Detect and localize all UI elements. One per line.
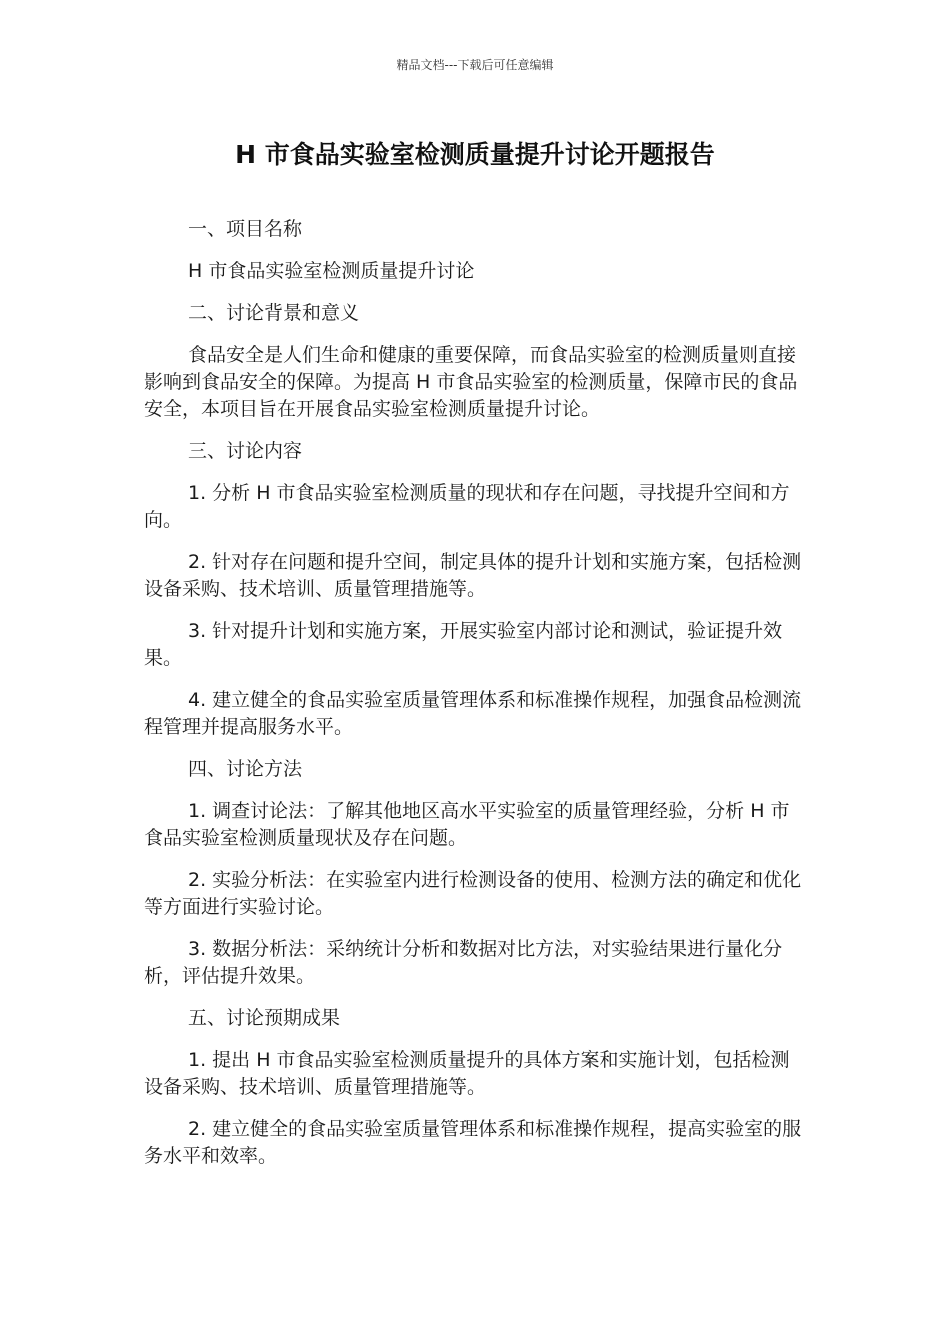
section-heading-background: 二、讨论背景和意义	[188, 302, 360, 324]
section-heading-methods: 四、讨论方法	[188, 758, 303, 780]
document-title: H 市食品实验室检测质量提升讨论开题报告	[235, 140, 715, 169]
background-paragraph: 食品安全是人们生命和健康的重要保障，而食品实验室的检测质量则直接影响到食品安全的保障。为提高 H 市食品实验室的检测质量，保障市民的食品安全，本项目旨在开展食品实验室检测质量提升讨论。	[144, 344, 798, 420]
section-heading-project-name: 一、项目名称	[188, 218, 303, 240]
section-heading-content: 三、讨论内容	[188, 440, 303, 462]
method-item-1: 1. 调查讨论法：了解其他地区高水平实验室的质量管理经验，分析 H 市食品实验室检测质量现状及存在问题。	[144, 800, 790, 849]
method-item-2: 2. 实验分析法：在实验室内进行检测设备的使用、检测方法的确定和优化等方面进行实验讨论。	[144, 869, 802, 918]
document-body	[144, 216, 804, 1185]
content-item-2: 2. 针对存在问题和提升空间，制定具体的提升计划和实施方案，包括检测设备采购、技术培训、质量管理措施等。	[144, 551, 802, 600]
content-item-1: 1. 分析 H 市食品实验室检测质量的现状和存在问题，寻找提升空间和方向。	[144, 482, 790, 531]
content-item-3: 3. 针对提升计划和实施方案，开展实验室内部讨论和测试，验证提升效果。	[144, 620, 783, 669]
method-item-3: 3. 数据分析法：采纳统计分析和数据对比方法，对实验结果进行量化分析，评估提升效果。	[144, 938, 783, 987]
outcome-item-1: 1. 提出 H 市食品实验室检测质量提升的具体方案和实施计划，包括检测设备采购、技术培训、质量管理措施等。	[144, 1049, 790, 1098]
section-heading-outcomes: 五、讨论预期成果	[188, 1007, 341, 1029]
project-name-text: H 市食品实验室检测质量提升讨论	[188, 260, 475, 282]
outcome-item-2: 2. 建立健全的食品实验室质量管理体系和标准操作规程，提高实验室的服务水平和效率。	[144, 1118, 802, 1167]
content-item-4: 4. 建立健全的食品实验室质量管理体系和标准操作规程，加强食品检测流程管理并提高服务水平。	[144, 689, 802, 738]
header-note: 精品文档---下载后可任意编辑	[396, 58, 554, 72]
